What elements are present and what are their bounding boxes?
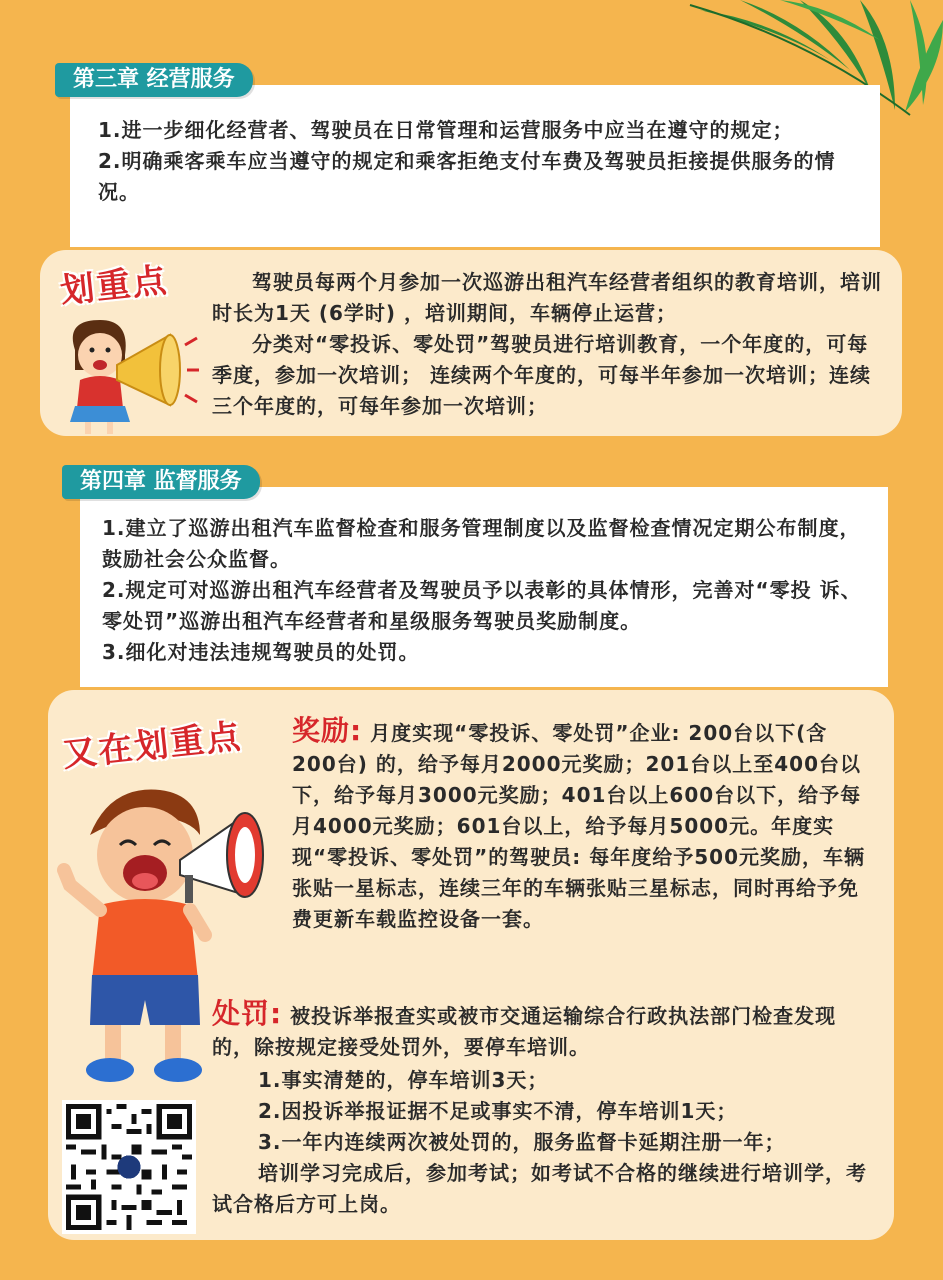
penalty-label: 处罚:	[212, 997, 283, 1030]
chapter3-item-1: 1.进一步细化经营者、驾驶员在日常管理和运营服务中应当在遵守的规定；	[98, 118, 794, 142]
highlight1-para-2: 分类对“零投诉、零处罚”驾驶员进行培训教育，一个年度的，可每季度，参加一次培训； 连续两个年度的，可每半年参加一次培训；连续三个年度的，可每年参加一次培训；	[212, 332, 871, 418]
penalty-item-2: 2.因投诉举报证据不足或事实不清，停车培训1天；	[258, 1099, 738, 1123]
penalty-item-3: 3.一年内连续两次被处罚的，服务监督卡延期注册一年；	[258, 1130, 786, 1154]
qr-code[interactable]	[62, 1100, 196, 1234]
girl-megaphone-illustration	[55, 310, 200, 435]
chapter4-title: 第四章 监督服务	[62, 465, 260, 499]
chapter4-item-3: 3.细化对违法违规驾驶员的处罚。	[102, 640, 420, 664]
reward-label: 奖励:	[292, 714, 363, 747]
penalty-text: 被投诉举报查实或被市交通运输综合行政执法部门检查发现的，除按规定接受处罚外，要停车培训。	[212, 1004, 837, 1059]
penalty-item-1: 1.事实清楚的，停车培训3天；	[258, 1068, 549, 1092]
reward-section	[292, 715, 870, 935]
highlight1-para-1: 驾驶员每两个月参加一次巡游出租汽车经营者组织的教育培训，培训时长为1天 (6学时) ，培训期间，车辆停止运营；	[212, 270, 882, 325]
chapter3-list	[98, 115, 863, 208]
chapter3-title: 第三章 经营服务	[55, 63, 253, 97]
highlight1-text	[212, 267, 888, 422]
chapter4-list	[102, 513, 877, 668]
highlight1-stamp: 划重点	[58, 260, 171, 312]
highlight2-stamp: 又在划重点	[60, 716, 244, 776]
reward-text: 月度实现“零投诉、零处罚”企业: 200台以下(含200台) 的，给予每月2000元奖励；201台以上至400台以下，给予每月3000元奖励；401台以上600台以下，给予每月4000元奖励；601台以上，给予每月5000元。年度实现“零投诉、零处罚”的驾驶员: 每年度给予500元奖励，车辆张贴一星标志，连续三年的车辆张贴三星标志，同时再给予免费更新车载监控设备一套。	[292, 721, 865, 931]
penalty-section	[212, 998, 872, 1220]
chapter4-item-1: 1.建立了巡游出租汽车监督检查和服务管理制度以及监督检查情况定期公布制度，鼓励社会公众监督。	[102, 516, 861, 571]
penalty-closing: 培训学习完成后，参加考试；如考试不合格的继续进行培训学，考试合格后方可上岗。	[212, 1161, 867, 1216]
chapter3-item-2: 2.明确乘客乘车应当遵守的规定和乘客拒绝支付车费及驾驶员拒接提供服务的情况。	[98, 149, 836, 204]
chapter4-item-2: 2.规定可对巡游出租汽车经营者及驾驶员予以表彰的具体情形，完善对“零投 诉、零处罚”巡游出租汽车经营者和星级服务驾驶员奖励制度。	[102, 578, 862, 633]
